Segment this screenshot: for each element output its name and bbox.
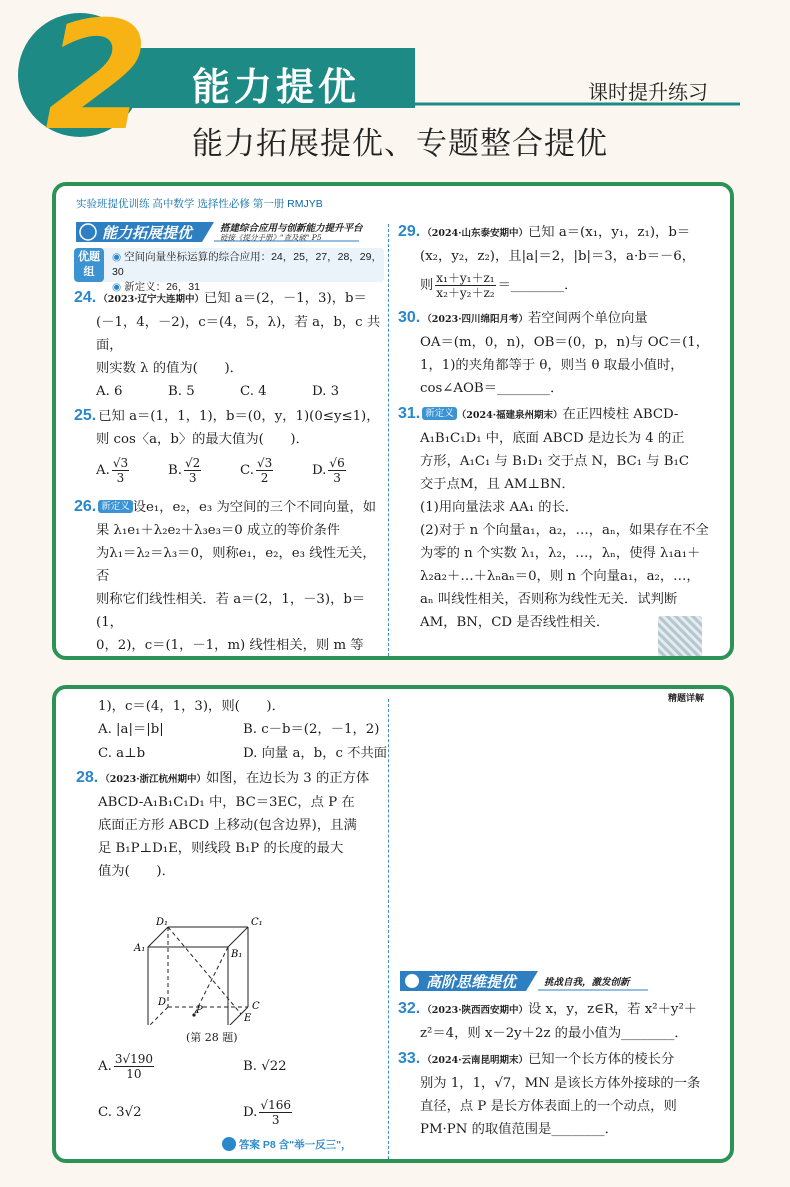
q32-number: 32.: [398, 1000, 421, 1017]
q28-number: 28.: [76, 769, 99, 786]
q28-option-a: A.: [98, 1059, 112, 1074]
section-right-label: 课时提升练习: [588, 80, 708, 104]
q25-line-2: 则 cos〈a，b〉的最大值为( )．: [96, 432, 309, 447]
group-line-2: 新定义：26，31: [124, 281, 200, 293]
question-27-tail: [98, 695, 388, 766]
q33-source: （2024·云南昆明期末）: [422, 1055, 528, 1066]
q29-number: 29.: [398, 223, 421, 240]
q30-line-2: OA＝(m，0，n)，OB＝(0，p，n)与 OC＝(1，: [420, 335, 710, 350]
question-25: [74, 404, 384, 491]
cube-figure: [76, 885, 376, 1025]
q26-line-5: 0，2)，c＝(1，－1，m) 线性相关，则 m 等: [96, 638, 364, 653]
question-29: [398, 220, 718, 304]
q25-number: 25.: [74, 407, 97, 424]
q33-line-4: PM·PN 的取值范围是________．: [420, 1122, 618, 1137]
q29-frac-den: x₂＋y₂＋z₂: [436, 286, 495, 300]
q29-frac-num: x₁＋y₁＋z₁: [436, 271, 495, 285]
q28-a-num: 3√190: [114, 1052, 154, 1066]
q25-c-den: 2: [260, 471, 269, 485]
label-a1: A₁: [134, 943, 146, 954]
q25-option-b: B.: [168, 463, 182, 478]
answer-icon[interactable]: [222, 1137, 236, 1151]
q33-number: 33.: [398, 1050, 421, 1067]
section-banner-2: [398, 967, 718, 993]
q24-line-3: 则实数 λ 的值为( )．: [96, 361, 243, 376]
banner2-title: 高阶思维提优: [426, 974, 517, 991]
q24-number: 24.: [74, 289, 97, 306]
qr-code-icon[interactable]: [658, 616, 702, 660]
question-30: [398, 306, 718, 400]
q31-number: 31.: [398, 405, 421, 422]
q26-line-2: 果 λ₁e₁＋λ₂e₂＋λ₃e₃＝0 成立的等价条件: [96, 523, 341, 538]
q25-a-num: √3: [112, 456, 129, 470]
q29-line-3-pre: 则: [420, 278, 434, 293]
q32-line-2: z²＝4，则 x－2y＋2z 的最小值为________．: [420, 1026, 688, 1041]
q25-c-num: √3: [256, 456, 273, 470]
group-box: 优题组 ◉ 空间向量坐标运算的综合应用：24，25，27，28，29，30 ◉ 新定义：26，31: [74, 248, 384, 282]
right-column: [398, 220, 718, 634]
q25-option-c: C.: [240, 463, 254, 478]
q31-line-7: 为零的 n 个实数 λ₁，λ₂，…，λₙ，使得 λ₁a₁＋: [420, 546, 701, 561]
q28-d-den: 3: [271, 1113, 280, 1127]
q30-line-1: 若空间两个单位向量: [528, 311, 648, 326]
column-divider: [388, 224, 389, 656]
q31-line-1: 在正四棱柱 ABCD-: [562, 407, 679, 422]
q25-d-den: 3: [333, 471, 341, 485]
q24-option-b: B. 5: [168, 384, 195, 399]
q26-line-4: 则称它们线性相关．若 a＝(2，1，－3)，b＝(1，: [96, 592, 366, 630]
question-33: [398, 1047, 718, 1141]
q31-new-definition-tag: 新定义: [422, 407, 457, 420]
q28-line-2: ABCD-A₁B₁C₁D₁ 中，BC＝3EC，点 P 在: [98, 795, 355, 810]
left-column: [74, 218, 384, 660]
label-b1: B₁: [231, 949, 243, 960]
q32-line-1: 设 x，y，z∈R，若 x²＋y²＋: [528, 1002, 698, 1017]
q30-line-4: cos∠AOB＝________．: [420, 381, 564, 396]
q28-line-3: 底面正方形 ABCD 上移动(包含边界)，且满: [98, 818, 357, 833]
q24-option-d: D. 3: [312, 384, 340, 399]
corner-label: 精题详解: [667, 693, 704, 703]
question-31: [398, 402, 718, 634]
q28-source: （2023·浙江杭州期中）: [100, 774, 206, 785]
banner-title: 能力拓展提优: [102, 225, 193, 242]
q25-a-den: 3: [116, 471, 125, 485]
q31-line-6: (2)对于 n 个向量a₁，a₂，…，aₙ，如果存在不全: [420, 523, 709, 538]
q27-option-d: D. 向量 a，b，c 不共面: [243, 746, 388, 761]
q31-line-5: (1)用向量法求 AA₁ 的长．: [420, 500, 579, 515]
q29-line-1: 已知 a＝(x₁，y₁，z₁)，b＝: [528, 225, 691, 240]
banner-note-1: 搭建综合应用与创新能力提升平台: [220, 223, 363, 234]
q30-source: （2023·四川绵阳月考）: [422, 314, 528, 325]
group-line-1: 空间向量坐标运算的综合应用：24，25，27，28，29，30: [112, 251, 382, 278]
q30-line-3: 1，1)的夹角都等于 θ，则当 θ 取最小值时，: [420, 358, 684, 373]
q25-option-a: A.: [96, 463, 110, 478]
q33-line-1: 已知一个长方体的棱长分: [528, 1052, 675, 1067]
label-c1: C₁: [251, 917, 263, 928]
right-column-2: [398, 967, 718, 1141]
q28-line-4: 足 B₁P⊥D₁E，则线段 B₁P 的长度的最大: [98, 841, 344, 856]
group-label: 优题组: [74, 248, 104, 282]
q28-line-1: 如图，在边长为 3 的正方体: [206, 771, 370, 786]
banner2-note: 挑战自我，激发创新: [544, 977, 630, 988]
figure-caption: (第 28 题): [186, 1031, 238, 1044]
q33-line-3: 直径，点 P 是长方体表面上的一个动点，则: [420, 1099, 677, 1114]
answer-note[interactable]: 答案 P8 含"举一反三"，: [238, 1139, 352, 1151]
q25-d-num: √6: [329, 456, 345, 470]
q27-line-1: 1)，c＝(4，1，3)，则( )．: [98, 699, 285, 714]
q31-line-3: 方形，A₁C₁ 与 B₁D₁ 交于点 N，BC₁ 与 B₁C: [420, 454, 689, 469]
lightbulb-icon: [405, 974, 419, 988]
q24-option-a: A. 6: [96, 384, 123, 399]
label-p: P: [196, 1005, 203, 1016]
label-d: D: [158, 997, 167, 1008]
running-head: 实验班提优训练 高中数学 选择性必修 第一册 RMJYB: [76, 198, 323, 210]
q31-line-10: AM，BN，CD 是否线性相关．: [420, 615, 610, 630]
chapter-number: 2: [45, 0, 150, 164]
column-divider-2: [388, 699, 389, 1159]
section-banner: [74, 218, 384, 244]
banner-note-2: 链接《提分手册》"查及破" P5: [220, 233, 322, 242]
q24-line-1: 已知 a＝(2，－1，3)，b＝: [204, 291, 367, 306]
q29-line-3-post: ＝________．: [497, 278, 578, 293]
q28-option-c: C. 3√2: [98, 1105, 142, 1120]
exercise-card-bottom: [52, 685, 734, 1163]
q31-line-9: aₙ 叫线性相关，否则称为线性无关．试判断: [420, 592, 678, 607]
q31-line-2: A₁B₁C₁D₁ 中，底面 ABCD 是边长为 4 的正: [420, 431, 685, 446]
section-subtitle: 能力拓展提优、专题整合提优: [192, 126, 608, 162]
q28-option-d: D.: [243, 1105, 258, 1120]
q26-line-3: 为λ₁＝λ₂＝λ₃＝0，则称e₁，e₂，e₃ 线性无关，否: [96, 546, 376, 584]
q25-option-d: D.: [312, 463, 327, 478]
q31-line-4: 交于点M，且 AM⊥BN．: [420, 477, 575, 492]
q26-number: 26.: [74, 498, 97, 515]
q28-d-num: √166: [260, 1098, 291, 1112]
q27-option-b: B. c－b＝(2，－1，2): [243, 722, 380, 737]
q24-line-2: (－1，4，－2)，c＝(4，5，λ)，若 a，b，c 共面，: [96, 315, 381, 353]
section-title: 能力提优: [192, 65, 361, 109]
label-c: C: [252, 1001, 260, 1012]
left-column-2: [76, 695, 388, 1152]
q27-option-a: A. |a|＝|b|: [98, 722, 164, 737]
question-32: [398, 997, 718, 1045]
q32-source: （2023·陕西西安期中）: [422, 1005, 528, 1016]
q29-line-2: (x₂，y₂，z₂)，且|a|＝2，|b|＝3，a·b＝－6，: [420, 249, 696, 264]
q26-new-definition-tag: 新定义: [98, 500, 133, 513]
q30-number: 30.: [398, 309, 421, 326]
label-d1: D₁: [156, 917, 169, 928]
q26-line-1: 设e₁，e₂，e₃ 为空间的三个不同向量，如: [132, 500, 377, 515]
q24-source: （2023·辽宁大连期中）: [98, 294, 204, 305]
q28-a-den: 10: [126, 1067, 142, 1081]
q25-b-num: √2: [185, 456, 201, 470]
q28-option-b: B. √22: [243, 1059, 287, 1074]
question-26: [74, 495, 384, 660]
question-28: [76, 766, 388, 1152]
q31-line-8: λ₂a₂＋…＋λₙaₙ＝0，则 n 个向量a₁，a₂，…，: [420, 569, 700, 584]
q25-b-den: 3: [188, 471, 197, 485]
q33-line-2: 别为 1，1，√7，MN 是该长方体外接球的一条: [420, 1076, 701, 1091]
exercise-card-top: [52, 182, 734, 660]
q26-line-6: [74, 657, 384, 660]
q28-line-5: 值为( )．: [98, 864, 175, 879]
q31-source: （2024·福建泉州期末）: [456, 410, 563, 421]
q25-line-1: 已知 a＝(1，1，1)，b＝(0，y，1)(0≤y≤1)，: [98, 409, 380, 424]
q24-option-c: C. 4: [240, 384, 267, 399]
label-e: E: [244, 1013, 252, 1024]
q29-source: （2024·山东泰安期中）: [422, 228, 528, 239]
page-header: [0, 0, 790, 180]
q27-option-c: C. a⊥b: [98, 746, 146, 761]
question-24: [74, 286, 384, 404]
